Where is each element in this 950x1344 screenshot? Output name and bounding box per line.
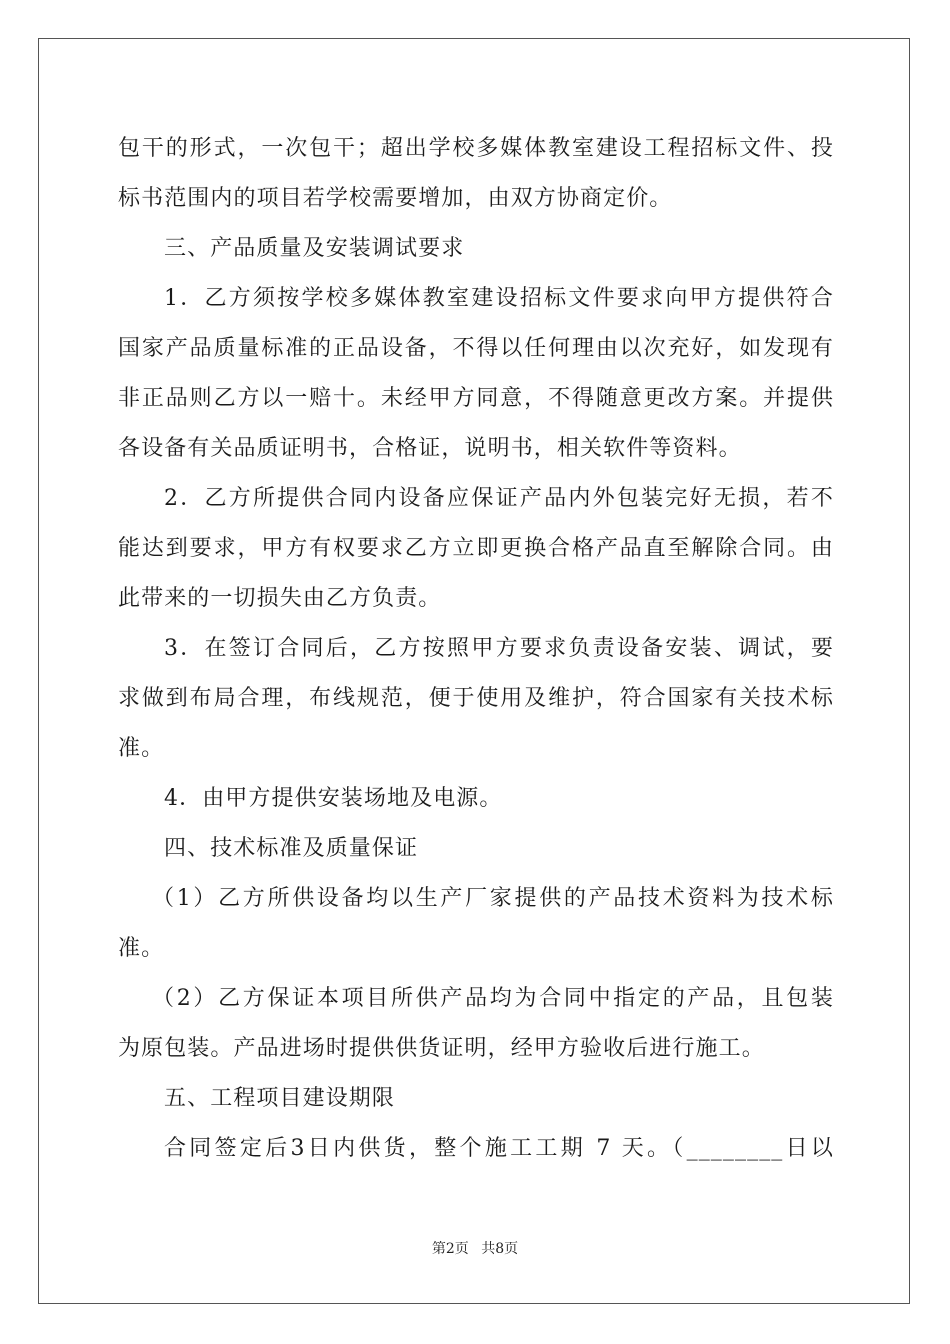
paragraph-line: 准。	[118, 736, 165, 761]
page-total: 共8页	[481, 1241, 519, 1257]
page-number: 第2页	[431, 1241, 469, 1257]
paragraph-line: 各设备有关品质证明书，合格证，说明书，相关软件等资料。	[118, 436, 742, 461]
paragraph-line: 准。	[118, 936, 165, 961]
paragraph-line: 此带来的一切损失由乙方负责。	[118, 586, 442, 611]
paragraph-line: 求做到布局合理，布线规范，便于使用及维护，符合国家有关技术标	[118, 686, 834, 711]
section-heading: 五、工程项目建设期限	[164, 1086, 396, 1111]
document-body	[118, 124, 834, 1174]
paragraph-line: （2）乙方保证本项目所供产品均为合同中指定的产品，且包装	[152, 986, 834, 1011]
section-heading: 四、技术标准及质量保证	[164, 836, 419, 861]
paragraph-line: 3．在签订合同后，乙方按照甲方要求负责设备安装、调试，要	[164, 636, 834, 661]
paragraph-line: 标书范围内的项目若学校需要增加，由双方协商定价。	[118, 186, 673, 211]
page-footer	[0, 1238, 950, 1258]
paragraph-line: 能达到要求，甲方有权要求乙方立即更换合格产品直至解除合同。由	[118, 536, 834, 561]
paragraph-line: 为原包装。产品进场时提供供货证明，经甲方验收后进行施工。	[118, 1036, 765, 1061]
paragraph-line: 国家产品质量标准的正品设备，不得以任何理由以次充好，如发现有	[118, 336, 834, 361]
paragraph-line: 非正品则乙方以一赔十。未经甲方同意，不得随意更改方案。并提供	[118, 386, 834, 411]
paragraph-line: 2．乙方所提供合同内设备应保证产品内外包装完好无损，若不	[164, 486, 834, 511]
paragraph-line: 1．乙方须按学校多媒体教室建设招标文件要求向甲方提供符合	[164, 286, 834, 311]
paragraph-line: （1）乙方所供设备均以生产厂家提供的产品技术资料为技术标	[152, 886, 834, 911]
paragraph-line: 4．由甲方提供安装场地及电源。	[164, 786, 503, 811]
paragraph-line: 包干的形式，一次包干；超出学校多媒体教室建设工程招标文件、投	[118, 136, 834, 161]
section-heading: 三、产品质量及安装调试要求	[164, 236, 465, 261]
paragraph-line: 合同签定后3日内供货，整个施工工期 7 天。（________日以	[164, 1136, 834, 1161]
